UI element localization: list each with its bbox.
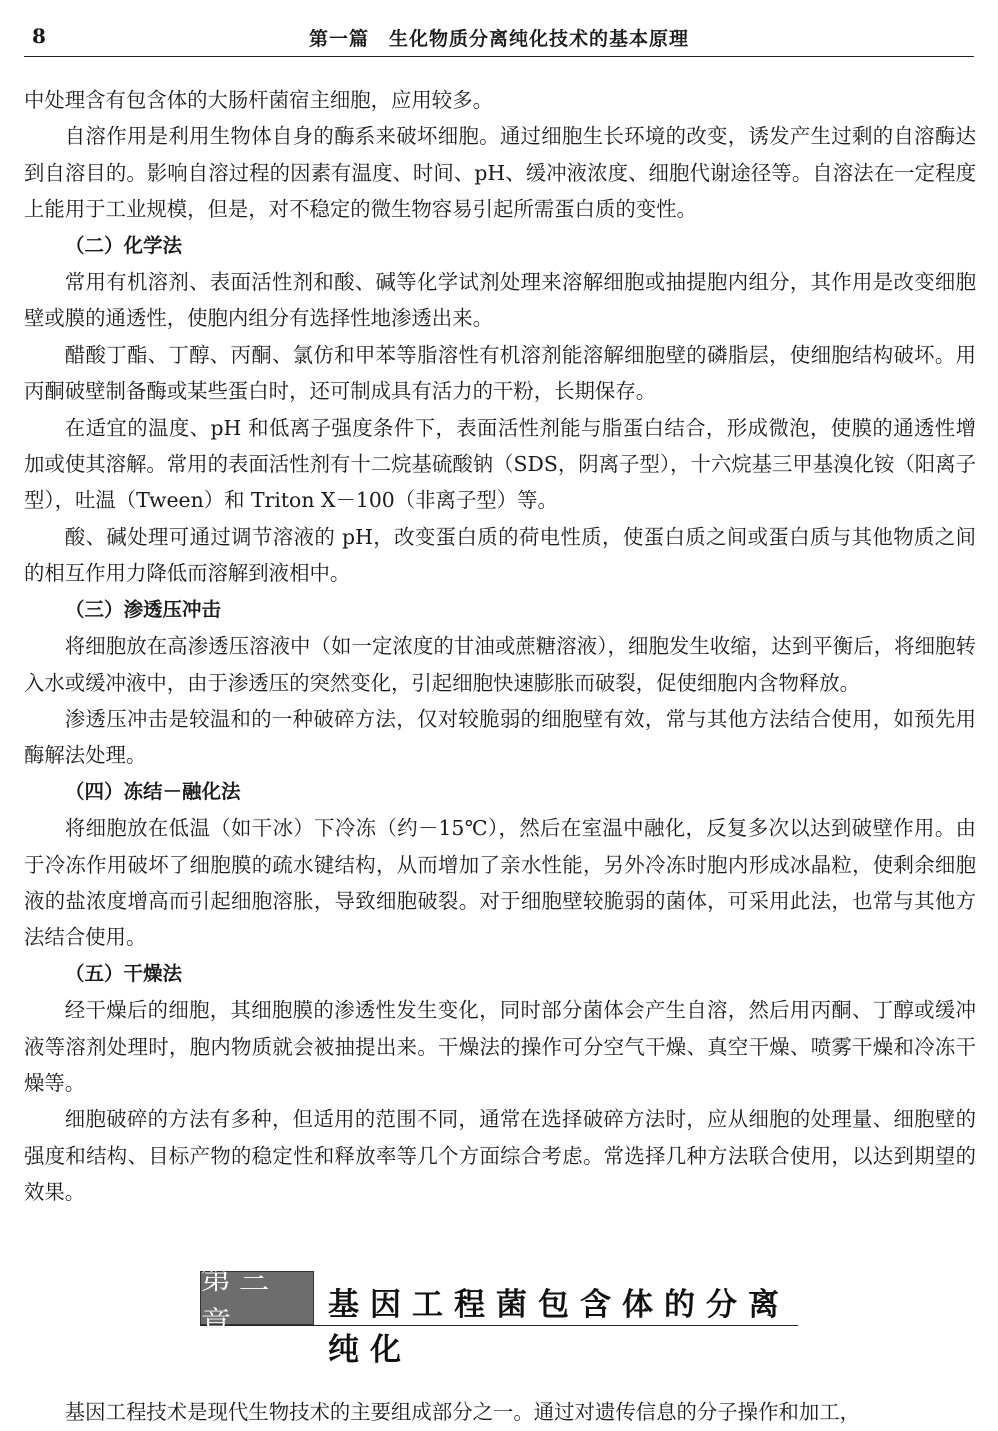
section-heading-chemical: （二）化学法 (64, 233, 182, 257)
running-title: 第一篇 生化物质分离纯化技术的基本原理 (308, 28, 689, 50)
paragraph: 在适宜的温度、pH 和低离子强度条件下，表面活性剂能与脂蛋白结合，形成微泡，使膜的通透性增加或使其溶解。常用的表面活性剂有十二烷基硫酸钠（SDS，阴离子型），十六烷基三甲基溴化铵（阳离子型），吐温（Tween）和 Triton X－100（非离子型）等。 (24, 415, 976, 513)
paragraph: 渗透压冲击是较温和的一种破碎方法，仅对较脆弱的细胞壁有效，常与其他方法结合使用，如预先用酶解法处理。 (24, 706, 976, 768)
chapter-heading (200, 1262, 798, 1368)
paragraph: 将细胞放在低温（如干冰）下冷冻（约－15℃），然后在室温中融化，反复多次以达到破壁作用。由于冷冻作用破坏了细胞膜的疏水键结构，从而增加了亲水性能，另外冷冻时胞内形成冰晶粒，使剩余细胞液的盐浓度增高而引起细胞溶胀，导致细胞破裂。对于细胞壁较脆弱的菌体，可采用此法，也常与其他方法结合使用。 (24, 816, 976, 950)
body-text (24, 82, 976, 1211)
chapter-label: 第三章 (200, 1271, 314, 1325)
paragraph: 细胞破碎的方法有多种，但适用的范围不同，通常在选择破碎方法时，应从细胞的处理量、细胞壁的强度和结构、目标产物的稳定性和释放率等几个方面综合考虑。常选择几种方法联合使用，以达到期望的效果。 (24, 1107, 976, 1205)
section-heading-osmotic-shock: （三）渗透压冲击 (64, 597, 221, 621)
paragraph: 常用有机溶剂、表面活性剂和酸、碱等化学试剂处理来溶解细胞或抽提胞内组分，其作用是改变细胞壁或膜的通透性，使胞内组分有选择性地渗透出来。 (24, 270, 976, 331)
running-header (24, 18, 974, 57)
paragraph: 自溶作用是利用生物体自身的酶系来破坏细胞。通过细胞生长环境的改变，诱发产生过剩的自溶酶达到自溶目的。影响自溶过程的因素有温度、时间、pH、缓冲液浓度、细胞代谢途径等。自溶法在一定程度上能用于工业规模，但是，对不稳定的微生物容易引起所需蛋白质的变性。 (24, 124, 976, 222)
section-heading-drying: （五）干燥法 (64, 961, 182, 985)
paragraph: 中处理含有包含体的大肠杆菌宿主细胞，应用较多。 (24, 88, 493, 112)
paragraph: 酸、碱处理可通过调节溶液的 pH，改变蛋白质的荷电性质，使蛋白质之间或蛋白质与其他物质之间的相互作用力降低而溶解到液相中。 (24, 524, 976, 586)
paragraph: 经干燥后的细胞，其细胞膜的渗透性发生变化，同时部分菌体会产生自溶，然后用丙酮、丁醇或缓冲液等溶剂处理时，胞内物质就会被抽提出来。干燥法的操作可分空气干燥、真空干燥、喷雾干燥和冷冻干燥等。 (24, 998, 976, 1095)
paragraph: 醋酸丁酯、丁醇、丙酮、氯仿和甲苯等脂溶性有机溶剂能溶解细胞壁的磷脂层，使细胞结构破坏。用丙酮破壁制备酶或某些蛋白时，还可制成具有活力的干粉，长期保存。 (24, 342, 976, 404)
chapter-title: 基因工程菌包含体的分离纯化 (328, 1287, 790, 1368)
section-heading-freeze-thaw: （四）冻结－融化法 (64, 779, 241, 803)
page-number: 8 (32, 24, 46, 48)
paragraph: 基因工程技术是现代生物技术的主要组成部分之一。通过对遗传信息的分子操作和加工， (64, 1400, 861, 1425)
paragraph: 将细胞放在高渗透压溶液中（如一定浓度的甘油或蔗糖溶液），细胞发生收缩，达到平衡后，将细胞转入水或缓冲液中，由于渗透压的突然变化，引起细胞快速膨胀而破裂，促使细胞内含物释放。 (24, 634, 976, 695)
